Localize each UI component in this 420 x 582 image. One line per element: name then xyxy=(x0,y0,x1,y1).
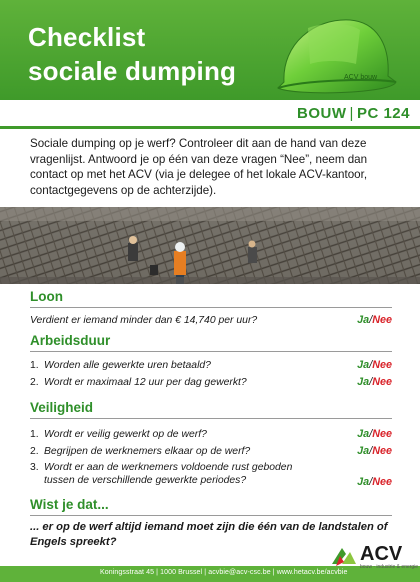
question-number: 2. xyxy=(30,446,39,457)
construction-photo xyxy=(0,207,420,284)
answer-ja[interactable]: Ja xyxy=(357,314,370,326)
svg-text:ACV bouw: ACV bouw xyxy=(344,74,378,81)
acv-logo-text: ACV xyxy=(360,543,403,565)
question-number: 2. xyxy=(30,377,39,388)
question-number: 3. xyxy=(30,462,39,473)
answer-options xyxy=(357,428,392,440)
sector-name: BOUW xyxy=(297,105,347,122)
answer-options xyxy=(357,445,392,457)
question-loon-1: Verdient er iemand minder dan € 14,740 per uur? xyxy=(30,315,258,326)
header-divider xyxy=(0,126,420,129)
question-text: Begrijpen de werknemers elkaar op de werf? xyxy=(44,446,251,457)
section-rule xyxy=(30,418,392,419)
answer-nee[interactable]: Nee xyxy=(372,445,392,457)
title-line-2: sociale dumping xyxy=(28,56,237,86)
intro-text: Sociale dumping op je werf? Controleer dit aan de hand van deze vragenlijst. Antwoord je op één van deze vragen “Nee”, neem dan contact op met het ACV (via je delegee of het lokale ACV-kantoor, contactgegevens op de achterzijde). xyxy=(30,137,368,197)
answer-ja[interactable]: Ja xyxy=(357,445,370,457)
page-title xyxy=(28,20,236,88)
question-number: 1. xyxy=(30,429,39,440)
question-text: Wordt er maximaal 12 uur per dag gewerkt? xyxy=(44,377,247,388)
question-arbeidsduur-2 xyxy=(30,376,330,389)
question-text: Worden alle gewerkte uren betaald? xyxy=(44,360,211,371)
question-arbeidsduur-1 xyxy=(30,359,330,372)
question-veiligheid-1 xyxy=(30,428,330,441)
question-text: Wordt er veilig gewerkt op de werf? xyxy=(44,429,207,440)
answer-slash: / xyxy=(369,359,373,371)
answer-ja[interactable]: Ja xyxy=(357,428,370,440)
helmet-icon xyxy=(264,4,404,100)
acv-logo-icon xyxy=(330,546,358,568)
question-veiligheid-3 xyxy=(30,461,320,487)
answer-nee[interactable]: Nee xyxy=(372,359,392,371)
answer-ja[interactable]: Ja xyxy=(357,359,370,371)
answer-slash: / xyxy=(369,314,373,326)
answer-ja[interactable]: Ja xyxy=(357,476,370,488)
section-rule xyxy=(30,515,392,516)
question-text: Wordt er aan de werknemers voldoende rust geboden tussen de verschillende gewerkte periodes? xyxy=(44,462,293,486)
wist-je-dat-text: ... er op de werf altijd iemand moet zijn die één van de landstalen of Engels spreekt? xyxy=(30,521,388,548)
answer-nee[interactable]: Nee xyxy=(372,314,392,326)
footer-address: Koningsstraat 45 | 1000 Brussel | acvbie@acv-csc.be | www.hetacv.be/acvbie xyxy=(100,569,348,576)
answer-slash: / xyxy=(369,476,373,488)
acv-logo xyxy=(330,543,419,570)
section-rule xyxy=(30,351,392,352)
header-banner xyxy=(0,0,420,100)
answer-options xyxy=(357,359,392,371)
question-veiligheid-2 xyxy=(30,445,330,458)
sector-separator: | xyxy=(349,105,354,122)
answer-slash: / xyxy=(369,428,373,440)
answer-nee[interactable]: Nee xyxy=(372,376,392,388)
answer-options xyxy=(357,376,392,388)
answer-ja[interactable]: Ja xyxy=(357,376,370,388)
answer-nee[interactable]: Nee xyxy=(372,476,392,488)
section-title-loon: Loon xyxy=(30,289,63,304)
answer-slash: / xyxy=(369,376,373,388)
answer-nee[interactable]: Nee xyxy=(372,428,392,440)
answer-options xyxy=(357,314,392,326)
section-title-wist-je-dat: Wist je dat... xyxy=(30,497,109,512)
section-title-veiligheid: Veiligheid xyxy=(30,400,94,415)
question-number: 1. xyxy=(30,360,39,371)
answer-options xyxy=(357,476,392,488)
answer-slash: / xyxy=(369,445,373,457)
sector-label xyxy=(297,103,410,125)
title-line-1: Checklist xyxy=(28,22,146,52)
acv-logo-subtitle: bouw - industrie & energie xyxy=(360,564,419,570)
section-title-arbeidsduur: Arbeidsduur xyxy=(30,333,111,348)
section-rule xyxy=(30,307,392,308)
paritair-comite: PC 124 xyxy=(356,105,410,122)
